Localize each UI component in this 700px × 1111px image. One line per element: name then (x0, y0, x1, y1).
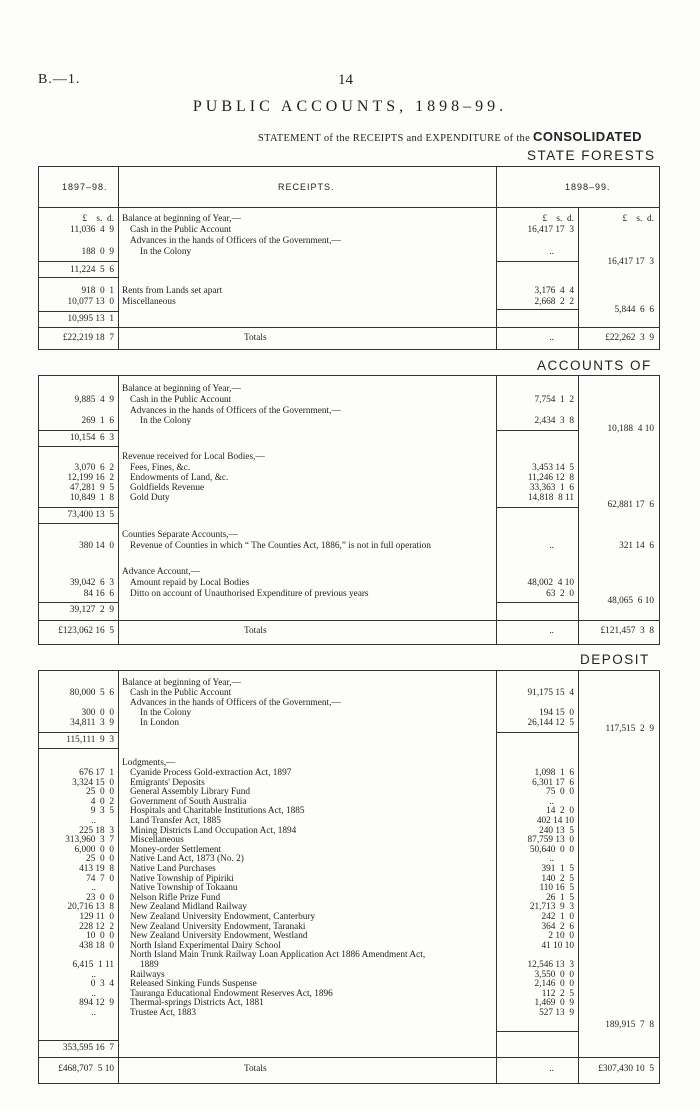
row-label: Cyanide Process Gold-extraction Act, 1897 (130, 768, 292, 778)
subtotal-1897: 73,400 13 5 (67, 510, 114, 520)
value-1898: 21,713 9 3 (529, 902, 574, 913)
row-label: Native Land Act, 1873 (No. 2) (130, 854, 244, 865)
row-label: Fees, Fines, &c. (130, 463, 191, 473)
row-label: Land Transfer Act, 1885 (130, 816, 221, 826)
row-label: Miscellaneous (122, 297, 176, 307)
value-1898: 26,144 12 5 (527, 718, 574, 728)
subtotal-1898: 5,844 6 6 (614, 305, 654, 315)
column-header-1897-98: 1897–98. (62, 182, 108, 192)
value-1898: 402 14 10 (536, 816, 574, 826)
subtotal-1898: 189,915 7 8 (605, 1020, 654, 1030)
row-label: Cash in the Public Account (130, 225, 232, 235)
totals-mid: .. (549, 1064, 554, 1074)
row-label: Native Land Purchases (130, 864, 216, 874)
value-1898: .. (549, 247, 554, 257)
row-label: Rents from Lands set apart (122, 286, 223, 296)
value-1897: 11,036 4 9 (70, 225, 114, 235)
value-1897: 9 3 5 (90, 806, 114, 817)
value-1897: 34,811 3 9 (70, 718, 114, 728)
row-label: Balance at beginning of Year,— (122, 384, 241, 394)
row-label: New Zealand Midland Railway (130, 902, 247, 913)
document-reference: B.—1. (38, 72, 81, 87)
value-1897: 39,042 6 3 (69, 578, 114, 588)
subtotal-1898: 16,417 17 3 (607, 257, 654, 267)
row-label: Balance at beginning of Year,— (122, 214, 241, 224)
row-label: Amount repaid by Local Bodies (130, 578, 250, 588)
row-label: Revenue received for Local Bodies,— (122, 452, 265, 462)
row-label: Nelson Rifle Prize Fund (130, 892, 221, 903)
row-label: North Island Main Trunk Railway Loan Application Act 1886 Amendment Act, (130, 950, 426, 961)
row-label: Native Township of Pipiriki (130, 873, 234, 884)
value-1898: 3,176 4 4 (534, 286, 574, 296)
row-label: Money-order Settlement (130, 844, 222, 855)
totals-1897: £468,707 5 10 (58, 1064, 114, 1074)
value-1898: 14 2 0 (546, 806, 574, 817)
subtotal-1898: 62,881 17 6 (607, 500, 654, 510)
row-label: Thermal-springs Districts Act, 1881 (130, 998, 264, 1009)
value-1897: 918 0 1 (81, 286, 114, 296)
value-1898: 91,175 15 4 (527, 688, 574, 698)
totals-1898: £22,262 3 9 (605, 333, 654, 343)
value-1898: 75 0 0 (546, 787, 574, 798)
statement-strong: CONSOLIDATED (533, 129, 643, 144)
row-label: Miscellaneous (130, 835, 184, 846)
value-1898: .. (549, 796, 554, 807)
totals-1898: £121,457 3 8 (600, 626, 654, 636)
row-label: North Island Experimental Dairy School (130, 940, 281, 951)
statement-prefix: STATEMENT of the RECEIPTS and EXPENDITURE of the (258, 133, 531, 144)
row-label: Endowments of Land, &c. (130, 473, 229, 483)
totals-mid: .. (549, 626, 554, 636)
row-label: Advances in the hands of Officers of the Government,— (130, 698, 341, 708)
value-1897: 438 18 0 (79, 940, 114, 951)
value-1898: 3,550 0 0 (534, 969, 574, 980)
value-1898: 194 15 0 (539, 708, 574, 718)
value-1898: 50,640 0 0 (529, 844, 574, 855)
value-1897: 188 0 9 (81, 247, 114, 257)
value-1898: 240 13 5 (539, 825, 574, 836)
value-1897: 0 3 4 (90, 979, 114, 990)
row-label: Government of South Australia (130, 796, 247, 807)
totals-1898: £307,430 10 5 (598, 1064, 654, 1074)
section-title-state-forests: STATE FORESTS (527, 148, 656, 163)
row-label: In the Colony (140, 247, 192, 257)
totals-1897: £123,062 16 5 (58, 626, 114, 636)
value-1897: 23 0 0 (86, 892, 114, 903)
row-label: Hospitals and Charitable Institutions Act, 1885 (130, 806, 305, 817)
value-1898: 6,301 17 6 (532, 777, 574, 788)
value-1898: 1,098 1 6 (534, 768, 574, 778)
value-1897: .. (91, 988, 96, 999)
value-1898: 1,469 0 9 (534, 998, 574, 1009)
lsd-header: £ s. d. (622, 214, 654, 224)
row-label: Cash in the Public Account (130, 395, 232, 405)
value-1897: 12,199 16 2 (67, 473, 114, 483)
value-1898: 2 10 0 (548, 931, 574, 942)
row-label: Gold Duty (130, 493, 170, 503)
subtotal-1898: 48,065 6 10 (607, 596, 654, 606)
subtotal-1898: 321 14 6 (619, 541, 654, 551)
row-label: In London (140, 718, 179, 728)
row-label: 1889 (140, 960, 159, 970)
value-1898: 391 1 5 (541, 864, 574, 874)
row-label: Advances in the hands of Officers of the Government,— (130, 236, 341, 246)
value-1897: 84 16 6 (83, 589, 114, 599)
value-1898: 41 10 10 (541, 940, 574, 951)
row-label: New Zealand University Endowment, Westland (130, 931, 308, 942)
value-1897: 9,885 4 9 (74, 395, 114, 405)
subtotal-1898: 10,188 4 10 (607, 424, 654, 434)
row-label: Mining Districts Land Occupation Act, 1894 (130, 825, 297, 836)
value-1898: 364 2 6 (541, 921, 574, 932)
value-1897: 80,000 5 6 (69, 688, 114, 698)
totals-1897: £22,219 18 7 (62, 333, 114, 343)
row-label: Native Township of Tokaanu (130, 883, 238, 894)
totals-label: Totals (244, 1064, 267, 1074)
value-1897: 74 7 0 (86, 873, 114, 884)
value-1897: .. (91, 883, 96, 894)
subtotal-1897: 10,154 6 3 (69, 433, 114, 443)
value-1898: 33,363 1 6 (529, 483, 574, 493)
value-1897: 380 14 0 (79, 541, 114, 551)
row-label: Goldfields Revenue (130, 483, 205, 493)
row-label: Counties Separate Accounts,— (122, 530, 238, 540)
value-1898: .. (549, 854, 554, 865)
value-1898: 112 2 5 (541, 988, 574, 999)
subtotal-1897: 10,995 13 1 (67, 314, 114, 324)
subtotal-1897: 11,224 5 6 (70, 265, 114, 275)
column-header-receipts: RECEIPTS. (278, 182, 335, 192)
column-header-1898-99: 1898–99. (565, 182, 611, 192)
row-label: Cash in the Public Account (130, 688, 232, 698)
value-1898: 14,818 8 11 (527, 493, 574, 503)
value-1897: 25 0 0 (86, 854, 114, 865)
subtotal-1897: 353,595 16 7 (62, 1043, 114, 1053)
value-1897: 313,960 3 7 (65, 835, 114, 846)
value-1898: 2,146 0 0 (534, 979, 574, 990)
totals-label: Totals (244, 626, 267, 636)
value-1897: 3,070 6 2 (74, 463, 114, 473)
row-label: Emigrants' Deposits (130, 777, 205, 788)
value-1897: 3,324 15 0 (72, 777, 114, 788)
value-1898: .. (549, 541, 554, 551)
value-1897: 25 0 0 (86, 787, 114, 798)
value-1897: 225 18 3 (79, 825, 114, 836)
row-label: In the Colony (140, 416, 192, 426)
value-1898: 527 13 9 (539, 1008, 574, 1018)
row-label: Tauranga Educational Endowment Reserves Act, 1896 (130, 988, 333, 999)
value-1898: 48,002 4 10 (527, 578, 574, 588)
section-title-deposit: DEPOSIT (580, 652, 650, 667)
value-1898: 242 1 0 (541, 912, 574, 922)
value-1897: 413 19 8 (79, 864, 114, 874)
row-label: Advances in the hands of Officers of the Government,— (130, 406, 341, 416)
value-1897: .. (91, 816, 96, 826)
lsd-header: £ s. d. (542, 214, 574, 224)
row-label: Released Sinking Funds Suspense (130, 979, 257, 990)
value-1897: 4 0 2 (90, 796, 114, 807)
value-1897: 269 1 6 (81, 416, 114, 426)
totals-label: Totals (244, 333, 267, 343)
row-label: Ditto on account of Unauthorised Expenditure of previous years (130, 589, 369, 599)
subtotal-1898: 117,515 2 9 (605, 724, 654, 734)
subtotal-1897: 39,127 2 9 (69, 605, 114, 615)
value-1897: 300 0 0 (81, 708, 114, 718)
row-label: Trustee Act, 1883 (130, 1008, 197, 1018)
row-label: General Assembly Library Fund (130, 787, 251, 798)
row-label: In the Colony (140, 708, 192, 718)
row-label: Balance at beginning of Year,— (122, 678, 241, 688)
value-1897: 10,849 1 8 (69, 493, 114, 503)
value-1898: 110 16 5 (539, 883, 574, 894)
value-1897: 6,415 1 11 (72, 960, 114, 970)
value-1898: 2,434 3 8 (534, 416, 574, 426)
value-1897: 10 0 0 (86, 931, 114, 942)
value-1897: 129 11 0 (79, 912, 114, 922)
subtotal-1897: 115,111 9 3 (66, 735, 114, 745)
value-1898: 3,453 14 5 (532, 463, 574, 473)
page-title: PUBLIC ACCOUNTS, 1898–99. (192, 98, 508, 115)
value-1898: 12,546 13 3 (527, 960, 574, 970)
row-label: New Zealand University Endowment, Canterbury (130, 912, 316, 922)
value-1898: 140 2 5 (541, 873, 574, 884)
value-1897: .. (91, 1008, 96, 1018)
row-label: Advance Account,— (122, 567, 200, 577)
value-1897: 676 17 1 (79, 768, 114, 778)
value-1898: 63 2 0 (546, 589, 574, 599)
row-label: New Zealand University Endowment, Taranaki (130, 921, 306, 932)
statement-heading (258, 129, 642, 144)
value-1898: 2,668 2 2 (534, 297, 574, 307)
value-1898: 26 1 5 (546, 892, 574, 903)
page-number: 14 (338, 72, 353, 88)
value-1897: 47,281 9 5 (69, 483, 114, 493)
value-1897: 228 12 2 (79, 921, 114, 932)
totals-mid: .. (549, 333, 554, 343)
state-forests-table (38, 166, 660, 350)
value-1897: .. (91, 969, 96, 980)
value-1897: 6,000 0 0 (74, 844, 114, 855)
value-1897: 894 12 9 (79, 998, 114, 1009)
value-1898: 7,754 1 2 (534, 395, 574, 405)
section-title-accounts-of: ACCOUNTS OF (537, 358, 652, 373)
row-label: Revenue of Counties in which “ The Counties Act, 1886,” is not in full operation (130, 541, 431, 551)
value-1898: 16,417 17 3 (527, 225, 574, 235)
value-1897: 10,077 13 0 (67, 297, 114, 307)
row-label: Lodgments,— (122, 758, 176, 768)
value-1897: 20,716 13 8 (67, 902, 114, 913)
value-1898: 87,759 13 0 (527, 835, 574, 846)
lsd-header: £ s. d. (82, 214, 114, 224)
row-label: Railways (130, 969, 165, 980)
value-1898: 11,246 12 8 (527, 473, 574, 483)
